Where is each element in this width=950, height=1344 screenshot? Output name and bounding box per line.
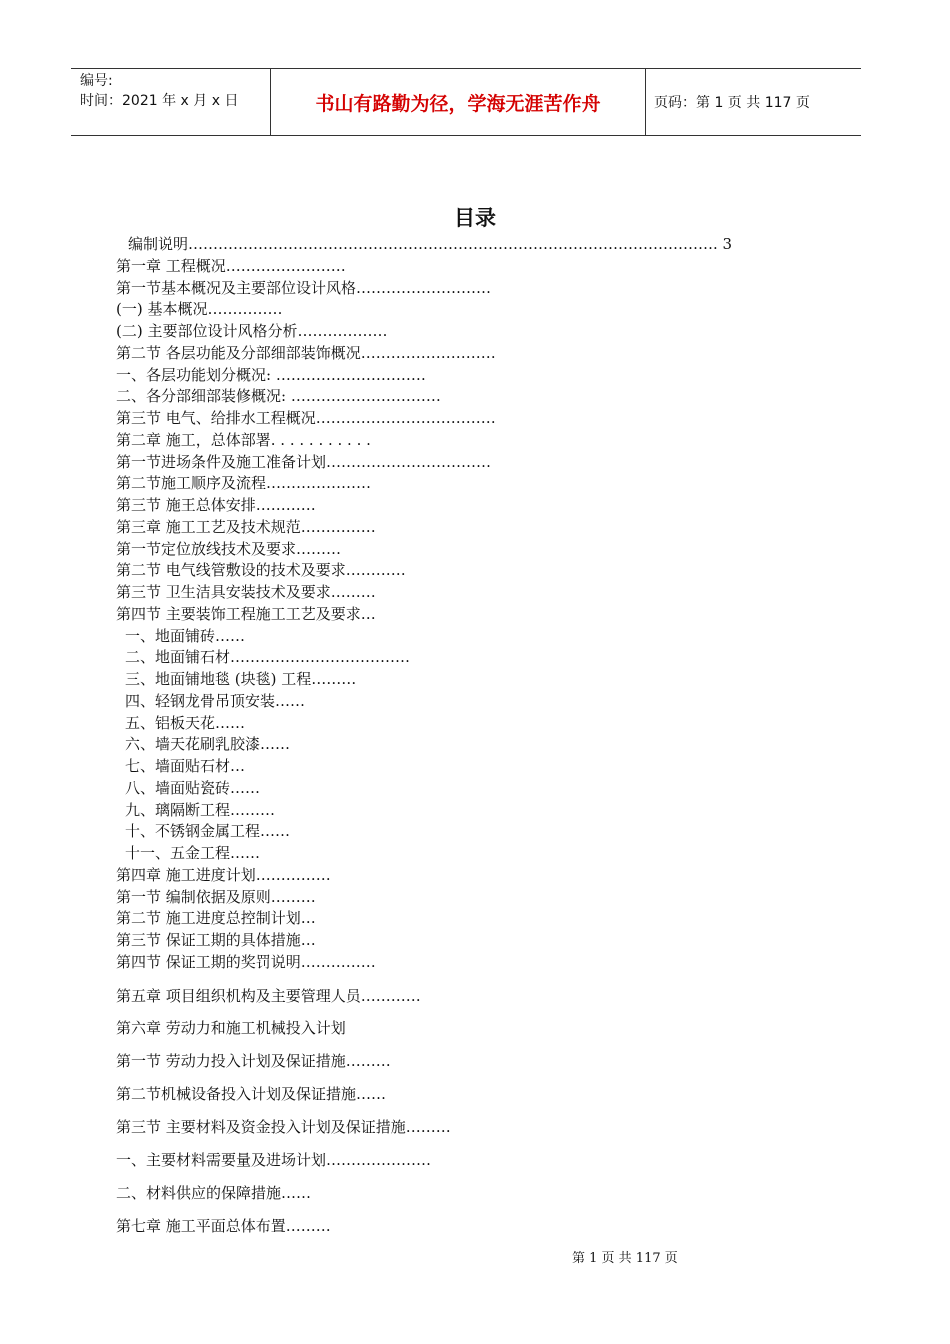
toc-entry[interactable]: 第四章 施工进度计划…………… bbox=[116, 866, 331, 884]
toc-entry[interactable]: 二、地面铺石材……………………………… bbox=[125, 648, 411, 666]
toc-entry[interactable]: 二、各分部细部装修概况: ………………………… bbox=[116, 387, 441, 405]
toc-entry[interactable]: 第一节进场条件及施工准备计划…………………………… bbox=[116, 453, 492, 471]
toc-entry[interactable]: 第四节 主要装饰工程施工工艺及要求… bbox=[116, 605, 376, 623]
toc-entry[interactable]: 四、轻钢龙骨吊顶安装…… bbox=[125, 692, 306, 710]
document-number-label: 编号: bbox=[80, 73, 113, 89]
toc-entry[interactable]: 三、地面铺地毯 (块毯) 工程……… bbox=[125, 670, 357, 688]
toc-entry[interactable]: 第六章 劳动力和施工机械投入计划 bbox=[116, 1019, 346, 1037]
toc-entry[interactable]: 一、各层功能划分概况: ………………………… bbox=[116, 366, 426, 384]
toc-entry[interactable]: 第三节 保证工期的具体措施… bbox=[116, 931, 316, 949]
toc-entry[interactable]: (二) 主要部位设计风格分析……………… bbox=[116, 322, 388, 340]
toc-entry[interactable]: 二、材料供应的保障措施…… bbox=[116, 1184, 312, 1202]
toc-entry[interactable]: 第一节基本概况及主要部位设计风格……………………… bbox=[116, 279, 492, 297]
header-meta bbox=[71, 69, 271, 135]
toc-entry[interactable]: 第一章 工程概况…………………… bbox=[116, 257, 346, 275]
toc-entry[interactable]: 一、地面铺砖…… bbox=[125, 627, 246, 645]
page-header bbox=[71, 68, 861, 136]
document-time: 时间：2021 年 x 月 x 日 bbox=[80, 93, 239, 109]
toc-entry[interactable]: 第五章 项目组织机构及主要管理人员………… bbox=[116, 987, 421, 1005]
toc-entry[interactable]: 第三节 卫生洁具安装技术及要求……… bbox=[116, 583, 376, 601]
toc-entry[interactable]: 第七章 施工平面总体布置……… bbox=[116, 1217, 331, 1235]
toc-entry[interactable]: 第一节 编制依据及原则……… bbox=[116, 888, 316, 906]
toc-entry[interactable]: 第二节 各层功能及分部细部装饰概况……………………… bbox=[116, 344, 496, 362]
toc-entry[interactable]: 八、墙面贴瓷砖…… bbox=[125, 779, 261, 797]
page-footer: 第 1 页 共 117 页 bbox=[572, 1251, 678, 1266]
toc-entry[interactable]: 第四节 保证工期的奖罚说明…………… bbox=[116, 953, 376, 971]
toc-entry[interactable]: 六、墙天花刷乳胶漆…… bbox=[125, 735, 291, 753]
toc-entry[interactable]: 五、铝板天花…… bbox=[125, 714, 246, 732]
toc-entry[interactable]: 第三章 施工工艺及技术规范…………… bbox=[116, 518, 376, 536]
toc-entry[interactable]: 九、璃隔断工程……… bbox=[125, 801, 276, 819]
toc-title: 目录 bbox=[454, 206, 496, 230]
toc-entry[interactable]: 第二节 施工进度总控制计划… bbox=[116, 909, 316, 927]
toc-entry[interactable]: 第二节 电气线管敷设的技术及要求………… bbox=[116, 561, 406, 579]
toc-entry[interactable]: 七、墙面贴石材… bbox=[125, 757, 246, 775]
toc-entry[interactable]: 第一节定位放线技术及要求……… bbox=[116, 540, 342, 558]
header-motto: 书山有路勤为径，学海无涯苦作舟 bbox=[271, 69, 646, 135]
toc-entry[interactable]: 十一、五金工程…… bbox=[125, 844, 261, 862]
toc-entry[interactable]: 一、主要材料需要量及进场计划………………… bbox=[116, 1151, 432, 1169]
toc-entry[interactable]: 编制说明……………………………………………………………………………………………. 3 bbox=[128, 235, 733, 253]
header-page-info: 页码：第 1 页 共 117 页 bbox=[654, 95, 810, 111]
toc-entry[interactable]: 第一节 劳动力投入计划及保证措施……… bbox=[116, 1052, 391, 1070]
toc-entry[interactable]: 第三节 电气、给排水工程概况……………………………… bbox=[116, 409, 496, 427]
toc-entry[interactable]: 第三节 主要材料及资金投入计划及保证措施……… bbox=[116, 1118, 451, 1136]
toc-entry[interactable]: 第二节施工顺序及流程………………… bbox=[116, 474, 372, 492]
toc-entry[interactable]: (一) 基本概况…………… bbox=[116, 300, 283, 318]
toc-entry[interactable]: 第三节 施王总体安排………… bbox=[116, 496, 316, 514]
toc-entry[interactable]: 第二章 施工，总体部署. . . . . . . . . . . bbox=[116, 431, 371, 449]
toc-entry[interactable]: 第二节机械设备投入计划及保证措施…… bbox=[116, 1085, 387, 1103]
toc-entry[interactable]: 十、不锈钢金属工程…… bbox=[125, 822, 291, 840]
